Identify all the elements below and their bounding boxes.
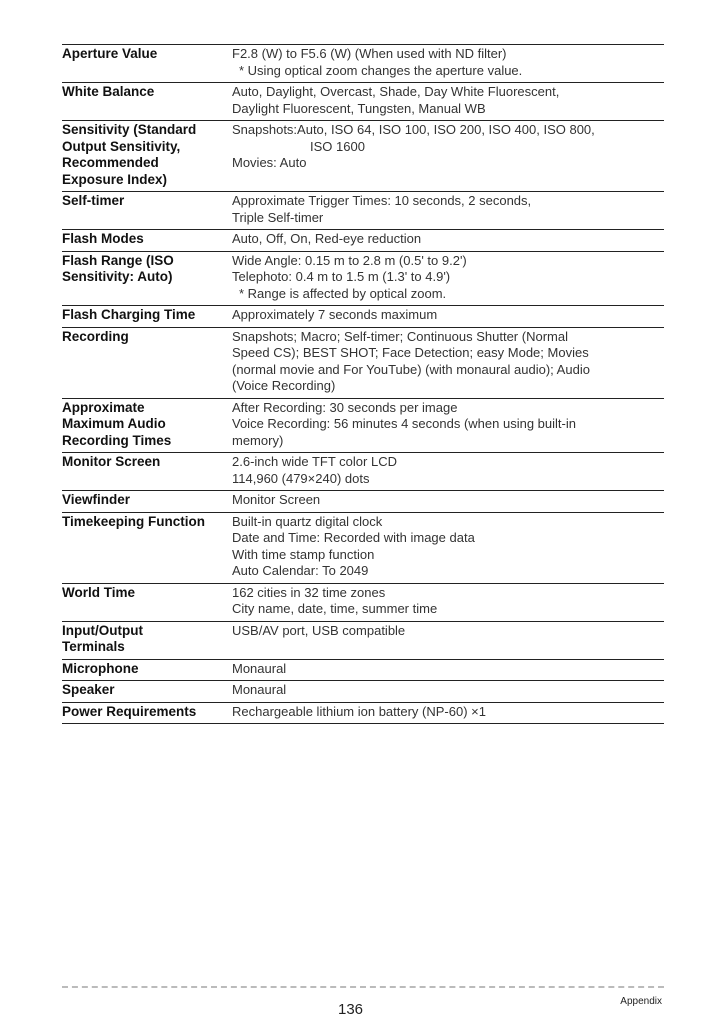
spec-label (62, 454, 232, 487)
spec-value-line: Daylight Fluorescent, Tungsten, Manual WB (232, 100, 486, 116)
spec-label (62, 623, 232, 656)
spec-label-line: Exposure Index) (62, 171, 168, 187)
spec-label-line: Flash Charging Time (62, 307, 196, 322)
spec-label-line: Sensitivity: Auto) (62, 269, 173, 284)
spec-value (232, 682, 664, 699)
spec-table (62, 44, 664, 724)
spec-label-line: Timekeeping Function (62, 513, 206, 529)
spec-value (232, 514, 664, 580)
spec-value-line: Movies: Auto (232, 155, 307, 170)
spec-row (62, 622, 664, 660)
spec-label-line: Maximum Audio (62, 416, 166, 431)
spec-value-line: 162 cities in 32 time zones (232, 584, 386, 600)
spec-label-line: Approximate (62, 399, 145, 415)
spec-value (232, 585, 664, 618)
spec-value-line: Monaural (232, 682, 287, 697)
spec-label-line: Viewfinder (62, 492, 131, 507)
spec-label-line: Power Requirements (62, 703, 197, 719)
spec-value-line: Date and Time: Recorded with image data (232, 530, 475, 545)
spec-row (62, 491, 664, 513)
spec-label (62, 231, 232, 248)
spec-value-line: Speed CS); BEST SHOT; Face Detection; easy Mode; Movies (232, 345, 589, 360)
spec-note: * Using optical zoom changes the aperture value. (239, 62, 523, 78)
spec-label-line: Microphone (62, 660, 139, 676)
spec-value-line: Rechargeable lithium ion battery (NP-60) ×1 (232, 703, 486, 719)
spec-value-line: F2.8 (W) to F5.6 (W) (When used with ND filter) (232, 46, 507, 61)
spec-value (232, 84, 664, 117)
spec-value-line: Telephoto: 0.4 m to 1.5 m (1.3' to 4.9') (232, 269, 451, 284)
spec-value-line: Snapshots; Macro; Self-timer; Continuous Shutter (Normal (232, 328, 568, 344)
spec-value (232, 231, 664, 248)
spec-row (62, 584, 664, 622)
spec-value-line: Approximate Trigger Times: 10 seconds, 2 seconds, (232, 193, 532, 208)
spec-label (62, 400, 232, 450)
spec-label (62, 122, 232, 188)
spec-label-line: Input/Output (62, 622, 143, 638)
spec-value (232, 46, 664, 79)
spec-row (62, 252, 664, 307)
spec-value (232, 623, 664, 656)
spec-label (62, 661, 232, 678)
spec-row (62, 328, 664, 399)
spec-label-line: Flash Modes (62, 231, 144, 246)
spec-value (232, 122, 664, 188)
spec-label (62, 253, 232, 303)
spec-value (232, 400, 664, 450)
spec-row (62, 681, 664, 703)
spec-row (62, 513, 664, 584)
spec-value (232, 329, 664, 395)
spec-label (62, 307, 232, 324)
spec-value-line: Monitor Screen (232, 492, 321, 507)
spec-row (62, 453, 664, 491)
spec-row (62, 399, 664, 454)
spec-label (62, 682, 232, 699)
spec-value-line: 2.6-inch wide TFT color LCD (232, 454, 397, 469)
spec-row (62, 45, 664, 83)
spec-value (232, 704, 664, 721)
spec-value (232, 454, 664, 487)
spec-row (62, 121, 664, 192)
section-name: Appendix (620, 996, 662, 1007)
spec-label-line: Flash Range (ISO (62, 252, 174, 268)
spec-value-line: City name, date, time, summer time (232, 601, 438, 616)
spec-label-line: Monitor Screen (62, 454, 161, 469)
spec-label (62, 492, 232, 509)
spec-row (62, 660, 664, 682)
spec-label (62, 193, 232, 226)
spec-label (62, 46, 232, 79)
spec-value-line: Auto, Daylight, Overcast, Shade, Day White Fluorescent, (232, 84, 560, 99)
spec-label (62, 704, 232, 721)
spec-value (232, 307, 664, 324)
spec-row (62, 703, 664, 725)
spec-label (62, 514, 232, 580)
spec-row (62, 192, 664, 230)
spec-row (62, 230, 664, 252)
spec-value-line: Approximately 7 seconds maximum (232, 307, 438, 322)
spec-value-line: (Voice Recording) (232, 378, 336, 393)
spec-value-line: Voice Recording: 56 minutes 4 seconds (when using built-in (232, 416, 576, 431)
spec-note: * Range is affected by optical zoom. (239, 285, 447, 301)
spec-value (232, 193, 664, 226)
spec-value-line: Wide Angle: 0.15 m to 2.8 m (0.5' to 9.2') (232, 252, 467, 268)
spec-value-line: memory) (232, 432, 284, 448)
spec-value-line: 114,960 (479×240) dots (232, 470, 370, 486)
spec-value-line: Auto, Off, On, Red-eye reduction (232, 231, 422, 246)
spec-value (232, 661, 664, 678)
spec-label-line: Output Sensitivity, (62, 138, 181, 154)
spec-label (62, 585, 232, 618)
spec-value-line: Triple Self-timer (232, 209, 324, 225)
spec-label-line: Recommended (62, 155, 159, 170)
spec-value-line: Built-in quartz digital clock (232, 513, 383, 529)
spec-label (62, 329, 232, 395)
page-number: 136 (338, 1001, 364, 1018)
spec-value (232, 253, 664, 303)
spec-label-line: Aperture Value (62, 46, 158, 61)
spec-label (62, 84, 232, 117)
spec-label-line: White Balance (62, 84, 155, 99)
spec-value-line: (normal movie and For YouTube) (with monaural audio); Audio (232, 361, 590, 377)
spec-value-line: Snapshots:Auto, ISO 64, ISO 100, ISO 200, ISO 400, ISO 800, (232, 122, 595, 137)
spec-value (232, 492, 664, 509)
spec-row (62, 306, 664, 328)
spec-label-line: Recording (62, 328, 129, 344)
spec-value-line: ISO 1600 (310, 138, 365, 154)
spec-label-line: Speaker (62, 682, 115, 697)
spec-row (62, 83, 664, 121)
spec-label-line: Recording Times (62, 432, 172, 448)
spec-label-line: Sensitivity (Standard (62, 122, 197, 137)
spec-value-line: After Recording: 30 seconds per image (232, 399, 458, 415)
spec-label-line: Terminals (62, 639, 125, 654)
spec-value-line: Auto Calendar: To 2049 (232, 563, 369, 578)
spec-value-line: With time stamp function (232, 546, 375, 562)
spec-label-line: World Time (62, 584, 136, 600)
spec-label-line: Self-timer (62, 193, 125, 208)
footer-divider (62, 986, 664, 988)
spec-value-line: Monaural (232, 660, 287, 676)
spec-value-line: USB/AV port, USB compatible (232, 622, 406, 638)
